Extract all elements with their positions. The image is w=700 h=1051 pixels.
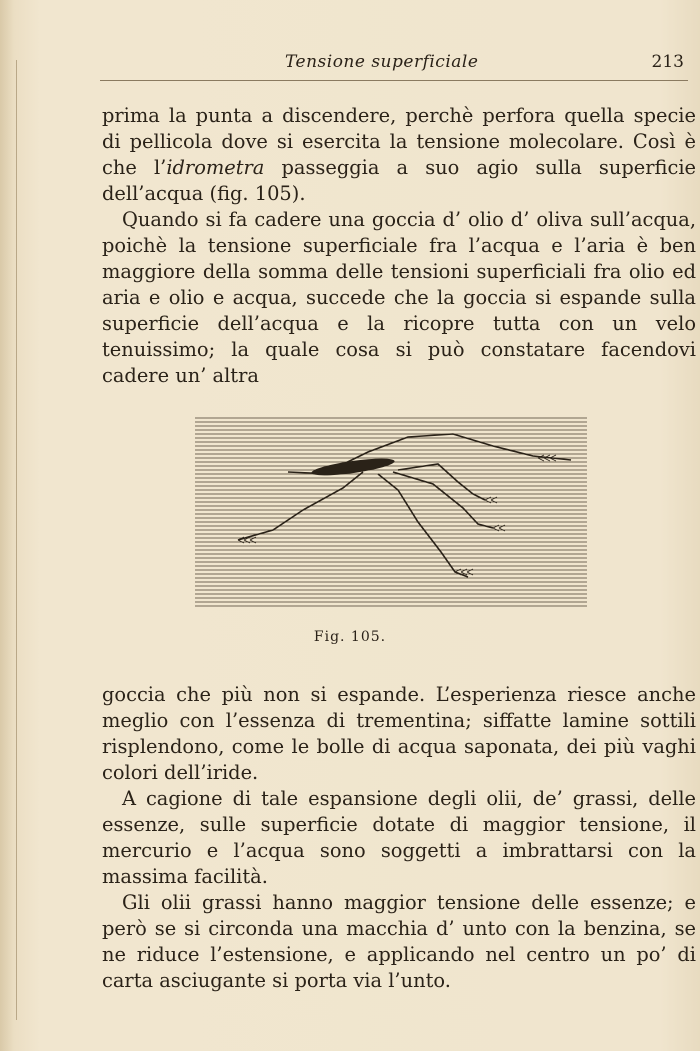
binding-gutter xyxy=(16,60,17,1020)
page-number: 213 xyxy=(651,52,684,72)
header-rule xyxy=(100,80,688,81)
figure-caption: Fig. 105. xyxy=(313,629,387,645)
figure-water-strider xyxy=(193,412,589,612)
paragraph: A cagione di tale espansione degli olii, de’ grassi, delle essenze, sulle superficie dotate di maggior tensione, il mercurio e l’acqua sono soggetti a imbrattarsi con la massima facilità. xyxy=(102,787,696,888)
italic-term: idrometra xyxy=(166,156,265,179)
running-title: Tensione superficiale xyxy=(285,52,479,72)
water-hatching xyxy=(195,416,587,608)
paragraph: Gli olii grassi hanno maggior tensione delle essenze; e però se si circonda una macchia d’ unto con la benzina, se ne riduce l’estensione, e applicando nel centro un po’ di carta asciugante si porta via l’unto. xyxy=(102,891,696,992)
text-block-bottom xyxy=(102,682,696,994)
paragraph: prima la punta a discendere, perchè perfora quella specie di pellicola dove si esercita la tensione molecolare. Così è che l’idrometra passeggia a suo agio sulla superficie dell’acqua (fig. 105). xyxy=(102,104,696,205)
paragraph: Quando si fa cadere una goccia d’ olio d’ oliva sull’acqua, poichè la tensione superficiale fra l’acqua e l’aria è ben maggiore della somma delle tensioni superficiali fra olio ed aria e olio e acqua, succede che la goccia si espande sulla superficie dell’acqua e la ricopre tutta con un velo tenuissimo; la quale cosa si può constatare facendovi cadere un’ altra xyxy=(102,208,696,387)
running-header xyxy=(100,50,690,80)
text-block-top xyxy=(102,103,696,389)
paragraph: goccia che più non si espande. L’esperienza riesce anche meglio con l’essenza di trementina; siffatte lamine sottili risplendono, come le bolle di acqua saponata, dei più vaghi colori dell’iride. xyxy=(102,683,696,784)
water-strider-illustration xyxy=(193,412,589,612)
